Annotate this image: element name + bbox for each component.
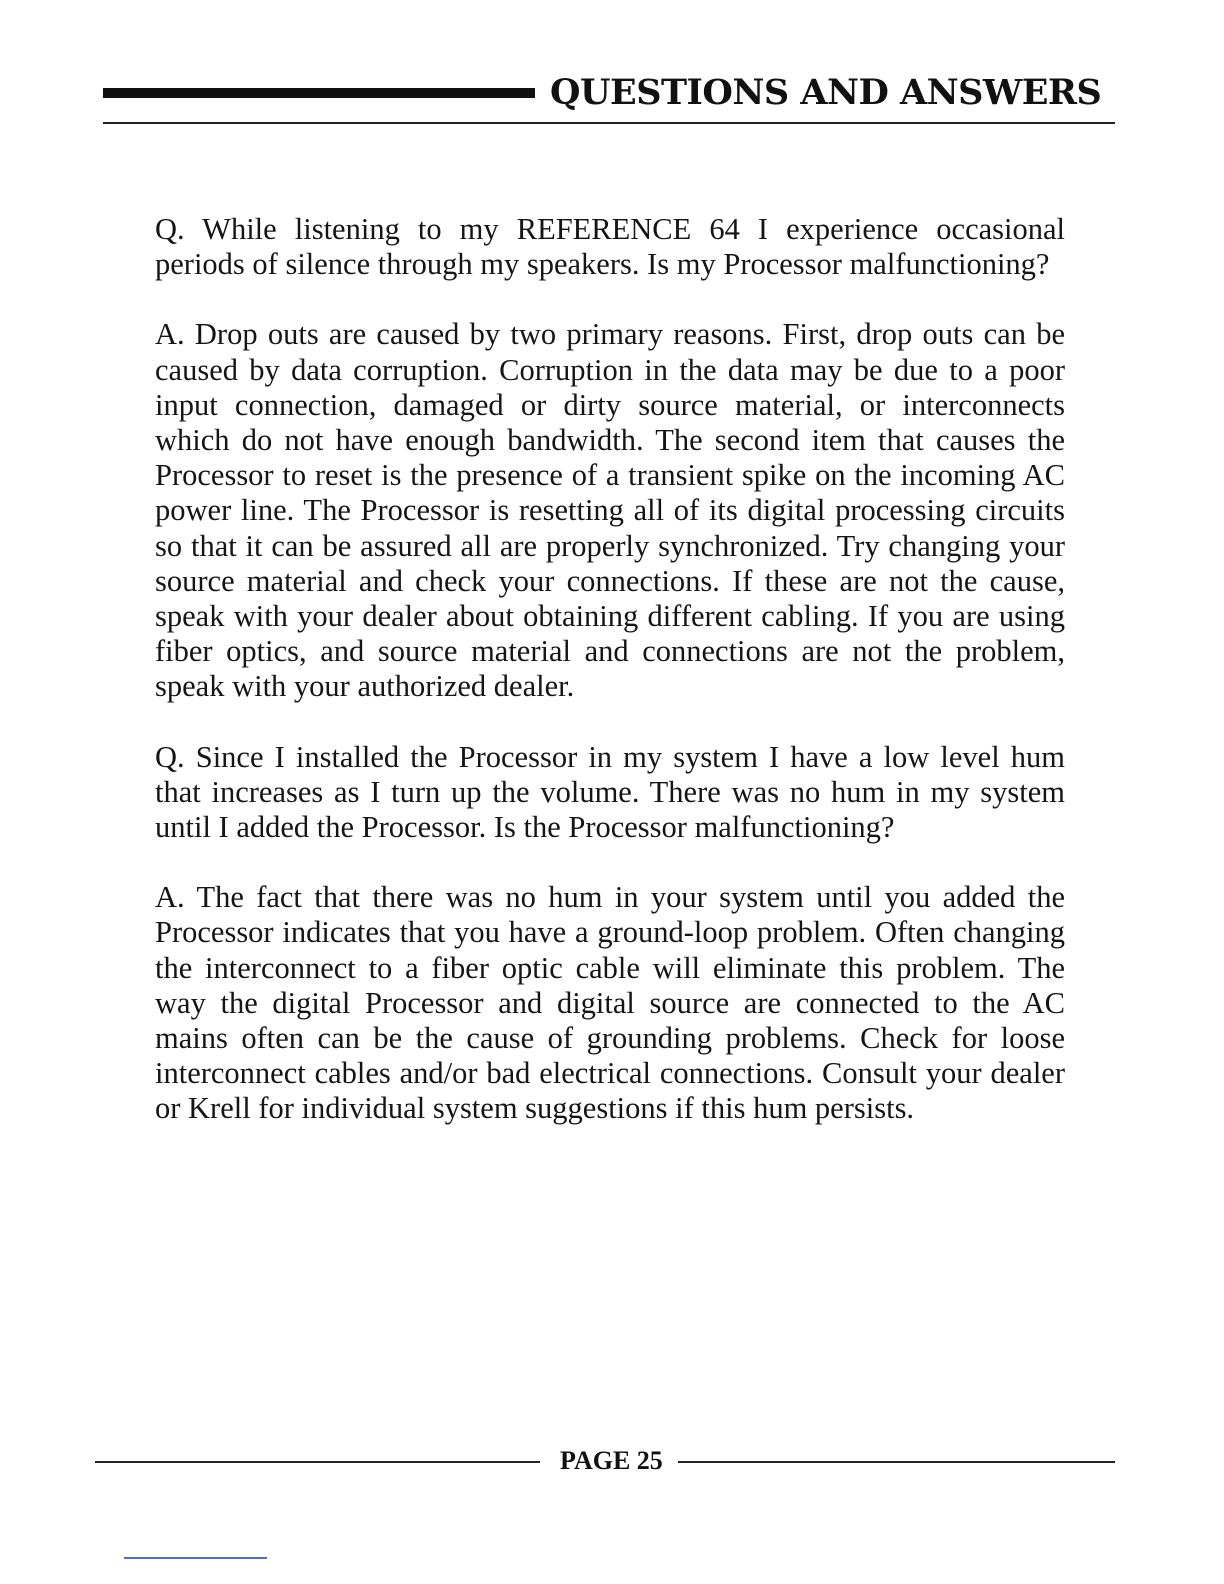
- header-bar: [103, 88, 535, 98]
- scan-mark: [124, 1557, 267, 1559]
- question-2: Q. Since I installed the Processor in my system I have a low level hum that increases as I turn up the volume. There was no hum in my system until I added the Processor. Is the Processor malfunctioning?: [155, 739, 1065, 845]
- footer-rule-right: [678, 1461, 1115, 1463]
- answer-1: A. Drop outs are caused by two primary reasons. First, drop outs can be caused by data corruption. Corruption in the data may be due to a poor input connection, damaged or dirty source material, or interconnects which do not have enough bandwidth. The second item that causes the Processor to reset is the presence of a transient spike on the incoming AC power line. The Processor is resetting all of its digital processing circuits so that it can be assured all are properly synchronized. Try changing your source material and check your connections. If these are not the cause, speak with your dealer about obtaining different cabling. If you are using fiber optics, and source material and connections are not the problem, speak with your authorized dealer.: [155, 317, 1065, 704]
- qa-content: [155, 212, 1065, 1127]
- answer-2: A. The fact that there was no hum in your system until you added the Processor indicates that you have a ground-loop problem. Often changing the interconnect to a fiber optic cable will eliminate this problem. The way the digital Processor and digital source are connected to the AC mains often can be the cause of grounding problems. Check for loose interconnect cables and/or bad electrical connections. Consult your dealer or Krell for individual system suggestions if this hum persists.: [155, 880, 1065, 1126]
- page-number: PAGE 25: [560, 1446, 663, 1475]
- question-1: Q. While listening to my REFERENCE 64 I experience occasional periods of silence through my speakers. Is my Processor malfunctioning?: [155, 212, 1065, 282]
- header-rule: [103, 122, 1115, 124]
- page-title: QUESTIONS AND ANSWERS: [550, 72, 1102, 113]
- footer-rule-left: [95, 1461, 540, 1463]
